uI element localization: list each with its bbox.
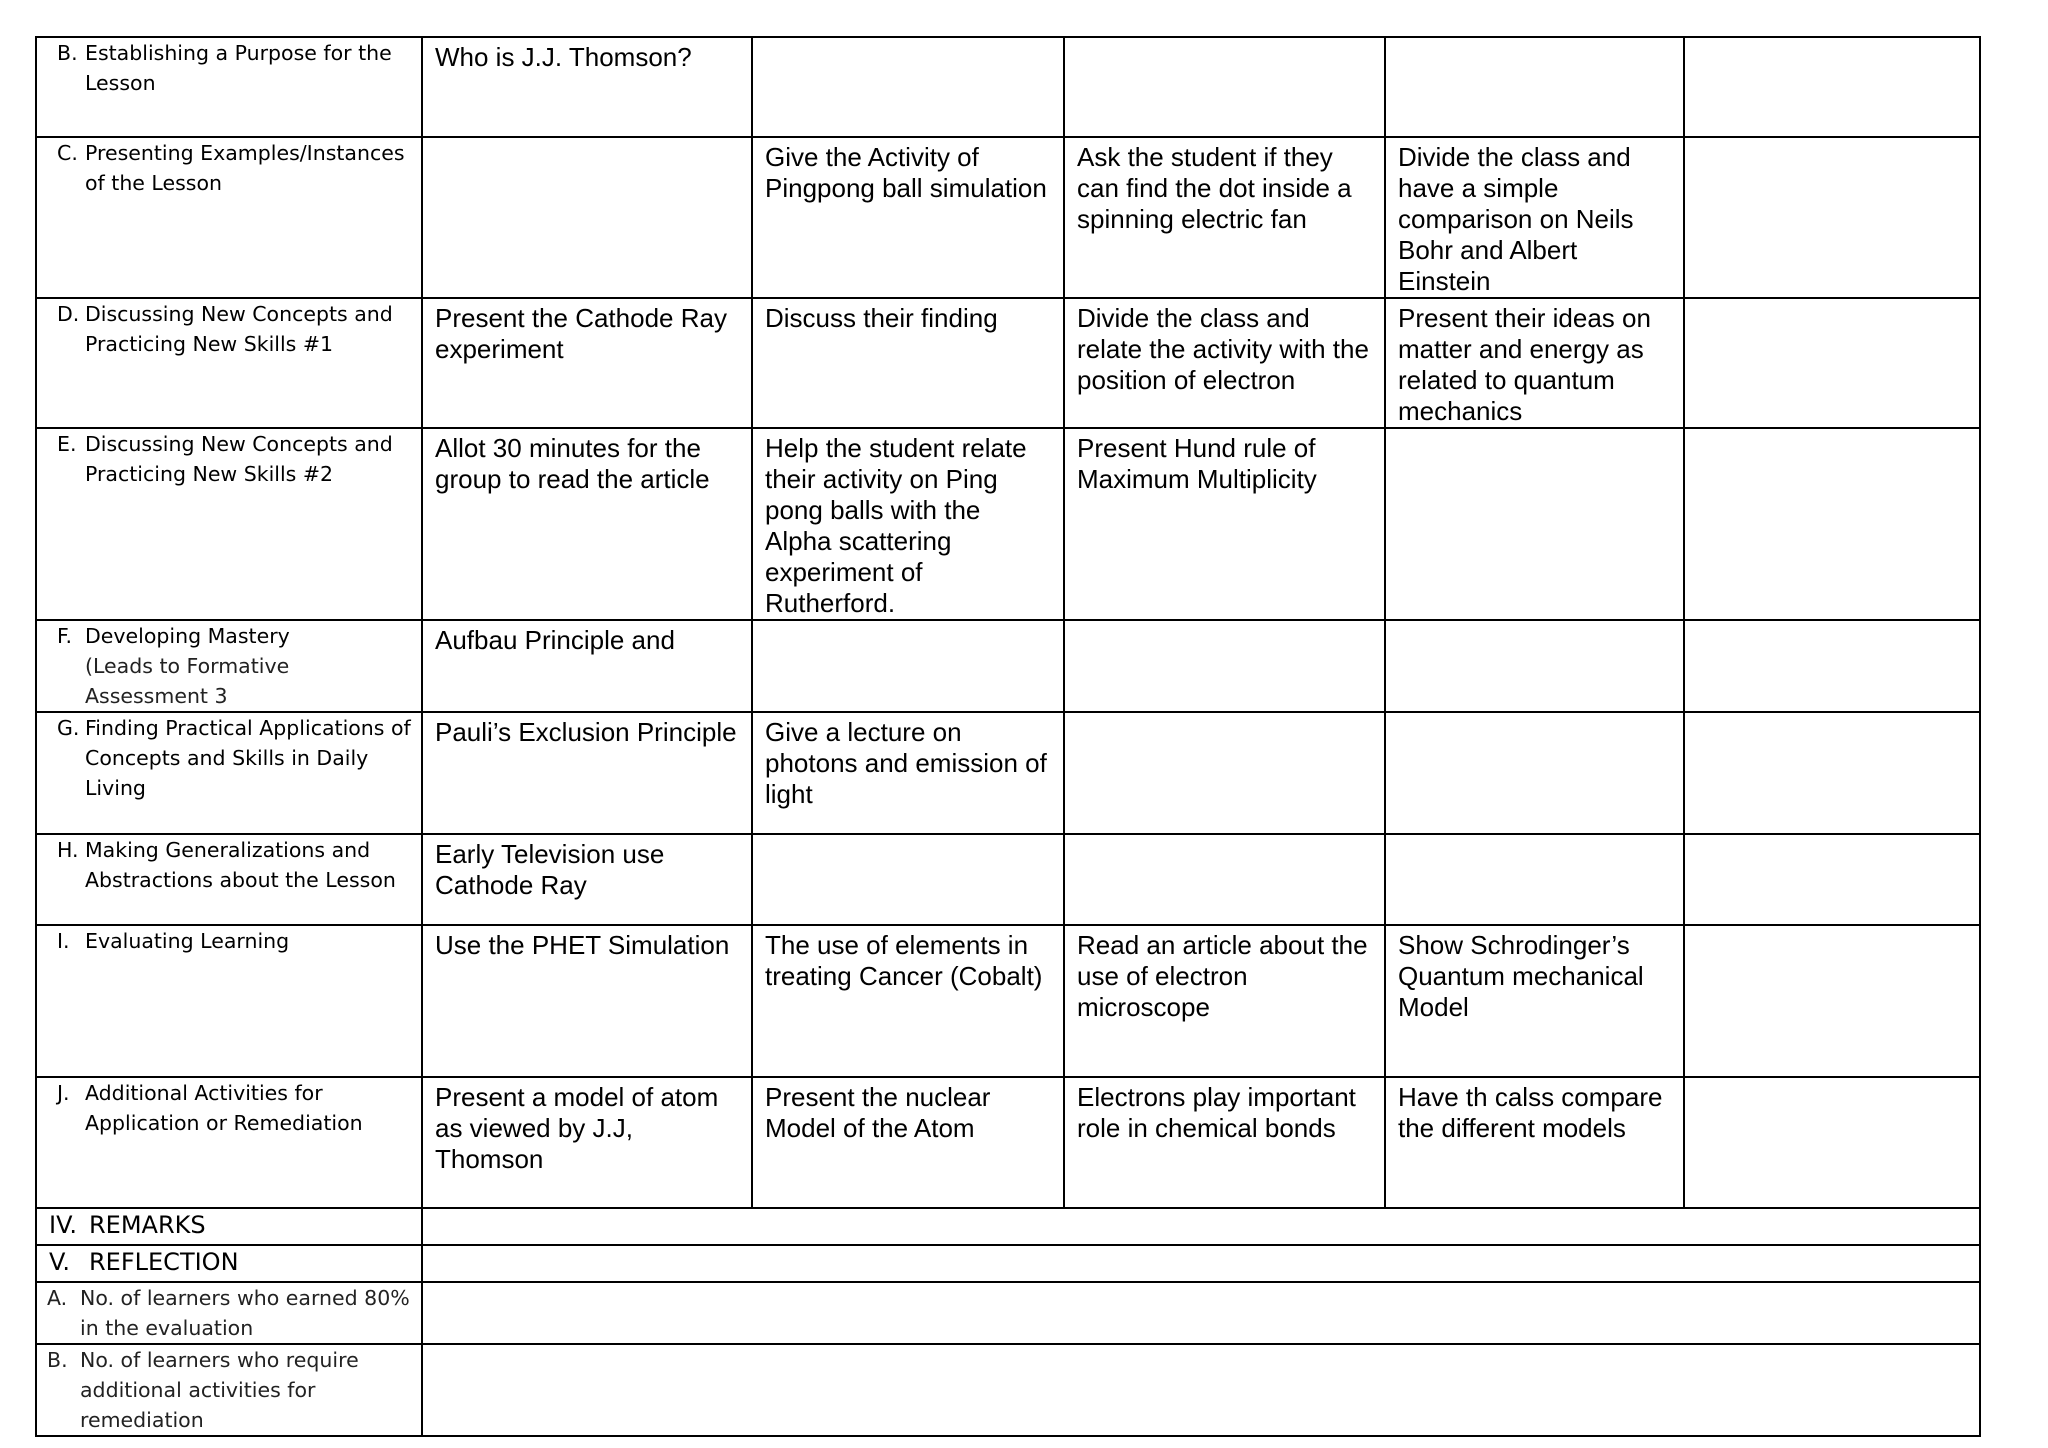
table-row [36,298,1980,428]
cell-text: Divide the class and have a simple comparison on Neils Bohr and Albert Einstein [1398,142,1634,296]
table-cell [1684,428,1980,620]
table-cell [1064,834,1385,925]
table-row [36,137,1980,298]
cell-text [753,835,1063,839]
cell-text [1685,299,1979,303]
table-row [36,620,1980,712]
row-label: Making Generalizations and Abstractions about the Lesson [85,838,396,892]
cell-text [1685,621,1979,625]
table-cell [752,1077,1064,1208]
cell-text [1386,835,1683,839]
table-cell [1684,925,1980,1077]
table-row [36,925,1980,1077]
cell-text: Read an article about the use of electron microscope [1077,930,1368,1022]
row-label: Discussing New Concepts and Practicing New Skills #2 [85,432,393,486]
row-label: No. of learners who earned 80% in the evaluation [80,1286,410,1340]
cell-text [1386,713,1683,717]
row-label-cell [36,137,422,298]
cell-text [1065,621,1384,625]
row-letter: B. [47,1348,68,1372]
row-label-cell [36,712,422,834]
cell-text [423,138,751,142]
table-cell [1684,298,1980,428]
cell-text: Who is J.J. Thomson? [435,42,692,72]
table-row [36,712,1980,834]
cell-text: Present Hund rule of Maximum Multiplicity [1077,433,1317,494]
row-label: Presenting Examples/Instances of the Lesson [85,141,405,195]
table-cell [752,428,1064,620]
row-letter: A. [47,1286,68,1310]
row-letter: C. [57,141,78,165]
cell-text [1685,1078,1979,1082]
cell-text: Electrons play important role in chemical bonds [1077,1082,1356,1143]
cell-text: Divide the class and relate the activity with the position of electron [1077,303,1369,395]
table-cell [1064,428,1385,620]
cell-text [1065,835,1384,839]
row-letter: E. [57,432,77,456]
cell-text: Ask the student if they can find the dot inside a spinning electric fan [1077,142,1352,234]
table-cell [422,925,752,1077]
cell-text: Give the Activity of Pingpong ball simulation [765,142,1047,203]
cell-text: Present their ideas on matter and energy as related to quantum mechanics [1398,303,1651,426]
cell-text: Show Schrodinger’s Quantum mechanical Model [1398,930,1644,1022]
cell-text [1386,38,1683,42]
cell-text [1685,926,1979,930]
table-cell [1064,1077,1385,1208]
table-cell [422,428,752,620]
cell-text: Allot 30 minutes for the group to read the article [435,433,710,494]
row-letter: F. [57,624,73,648]
row-label: Developing Mastery [85,624,290,648]
row-label-cell [36,37,422,137]
cell-text: Present a model of atom as viewed by J.J, Thomson [435,1082,719,1174]
section-number: IV. [49,1211,78,1239]
cell-text [1685,835,1979,839]
row-letter: I. [57,929,70,953]
cell-text [1685,429,1979,433]
table-cell [1684,620,1980,712]
table-row [36,1077,1980,1208]
table-cell [1684,137,1980,298]
cell-text: Give a lecture on photons and emission of light [765,717,1047,809]
table-cell [752,137,1064,298]
table-cell [1064,298,1385,428]
cell-text [1685,713,1979,717]
row-label-cell [36,1077,422,1208]
table-cell [422,1077,752,1208]
row-label: Establishing a Purpose for the Lesson [85,41,392,95]
table-cell [752,298,1064,428]
cell-text [1685,38,1979,42]
table-cell [1385,925,1684,1077]
row-letter: G. [57,716,80,740]
cell-text [1386,621,1683,625]
row-label-cell [36,620,422,712]
row-letter: B. [57,41,78,65]
reflection-label-cell [36,1344,422,1436]
table-cell [1064,620,1385,712]
section-row-reflection [36,1245,1980,1282]
cell-text: Present the nuclear Model of the Atom [765,1082,991,1143]
row-label-cell [36,834,422,925]
table-cell [422,137,752,298]
cell-text: Present the Cathode Ray experiment [435,303,727,364]
reflection-label-cell [36,1282,422,1344]
cell-text: Have th calss compare the different models [1398,1082,1663,1143]
table-cell [1684,712,1980,834]
cell-text: Pauli’s Exclusion Principle [435,717,737,747]
cell-text [753,38,1063,42]
row-letter: J. [57,1081,70,1105]
table-cell [1684,1077,1980,1208]
table-cell [1385,298,1684,428]
table-cell [422,834,752,925]
table-cell [1064,712,1385,834]
row-sublabel: (Leads to Formative Assessment 3 [85,654,290,708]
table-row [36,428,1980,620]
cell-text: Help the student relate their activity on Ping pong balls with the Alpha scattering experiment of Rutherford. [765,433,1027,618]
row-label: Additional Activities for Application or Remediation [85,1081,363,1135]
row-label: Discussing New Concepts and Practicing New Skills #1 [85,302,393,356]
row-label-cell [36,925,422,1077]
row-label-cell [36,298,422,428]
cell-text: Discuss their finding [765,303,998,333]
table-cell [422,37,752,137]
cell-text [753,621,1063,625]
table-cell [752,925,1064,1077]
table-cell [422,620,752,712]
section-title: REMARKS [89,1211,206,1239]
learners-remediation-field[interactable] [422,1344,1980,1436]
table-cell [1684,834,1980,925]
table-cell [1064,137,1385,298]
row-label-cell [36,428,422,620]
section-title: REFLECTION [89,1248,239,1276]
cell-text: Aufbau Principle and [435,625,675,655]
lesson-plan-table [35,36,1981,1437]
reflection-row [36,1282,1980,1344]
table-row [36,834,1980,925]
table-cell [752,37,1064,137]
table-cell [752,620,1064,712]
table-cell [1385,1077,1684,1208]
remarks-input-area[interactable] [422,1208,1980,1245]
table-cell [752,712,1064,834]
cell-text [1065,713,1384,717]
table-cell [422,712,752,834]
table-cell [752,834,1064,925]
table-cell [422,298,752,428]
table-row [36,37,1980,137]
table-cell [1385,137,1684,298]
cell-text [1065,38,1384,42]
cell-text: Use the PHET Simulation [435,930,730,960]
reflection-row [36,1344,1980,1436]
reflection-input-area[interactable] [422,1245,1980,1282]
table-cell [1385,712,1684,834]
table-cell [1064,925,1385,1077]
table-cell [1385,834,1684,925]
cell-text: Early Television use Cathode Ray [435,839,665,900]
table-cell [1385,620,1684,712]
learners-80-percent-field[interactable] [422,1282,1980,1344]
row-letter: D. [57,302,80,326]
table-cell [1385,428,1684,620]
row-label: Finding Practical Applications of Concepts and Skills in Daily Living [85,716,411,800]
cell-text [1386,429,1683,433]
table-cell [1684,37,1980,137]
row-label: Evaluating Learning [85,929,290,953]
section-label-cell [36,1208,422,1245]
row-letter: H. [57,838,79,862]
row-label: No. of learners who require additional activities for remediation [80,1348,359,1432]
cell-text: The use of elements in treating Cancer (Cobalt) [765,930,1043,991]
section-number: V. [49,1248,70,1276]
table-cell [1385,37,1684,137]
cell-text [1685,138,1979,142]
table-cell [1064,37,1385,137]
section-label-cell [36,1245,422,1282]
section-row-remarks [36,1208,1980,1245]
